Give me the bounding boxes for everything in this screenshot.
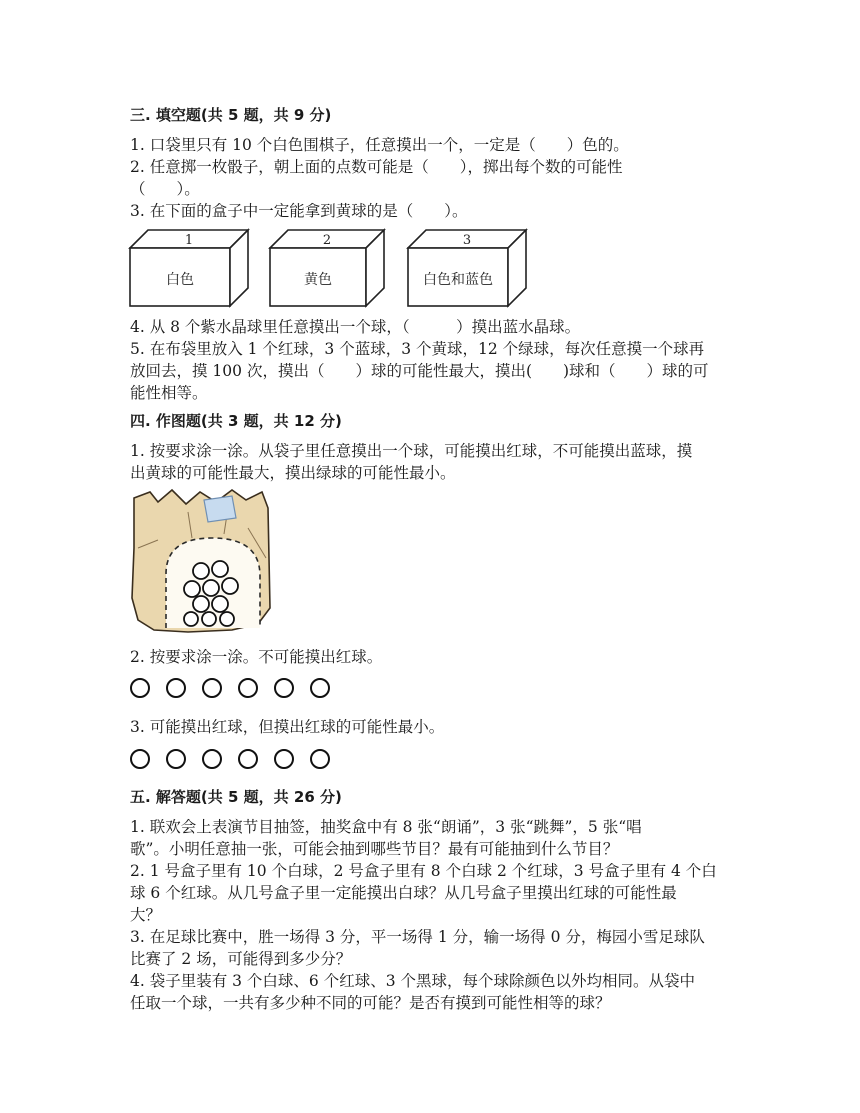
empty-circle <box>310 749 330 769</box>
question-4-1-line1: 1. 按要求涂一涂。从袋子里任意摸出一个球，可能摸出红球，不可能摸出蓝球，摸 <box>130 442 693 460</box>
empty-circle <box>202 749 222 769</box>
question-5-3-line2: 比赛了 2 场，可能得到多少分？ <box>130 950 352 968</box>
question-4-2: 2. 按要求涂一涂。不可能摸出红球。 <box>130 648 383 666</box>
question-5-2-line1: 2. 1 号盒子里有 10 个白球，2 号盒子里有 8 个白球 2 个红球，3 号盒子里有 4 个白 <box>130 862 717 880</box>
question-3-3: 3. 在下面的盒子中一定能拿到黄球的是（ ）。 <box>130 202 468 220</box>
ball <box>193 596 209 612</box>
question-5-3-line1: 3. 在足球比赛中，胜一场得 3 分，平一场得 1 分，输一场得 0 分，梅园小雪足球队 <box>130 928 705 946</box>
question-5-1-line2: 歌”。小明任意抽一张，可能会抽到哪些节目？最有可能抽到什么节目？ <box>130 840 619 858</box>
empty-circle <box>310 678 330 698</box>
box-2-number: 2 <box>322 233 332 248</box>
ball <box>202 612 216 626</box>
question-5-2-line2: 球 6 个红球。从几号盒子里一定能摸出白球？从几号盒子里摸出红球的可能性最 <box>130 884 677 902</box>
question-5-4-line2: 任取一个球，一共有多少种不同的可能？是否有摸到可能性相等的球？ <box>130 994 611 1012</box>
empty-circle <box>130 678 150 698</box>
question-3-2-line1: 2. 任意掷一枚骰子，朝上面的点数可能是（ ），掷出每个数的可能性 <box>130 158 623 176</box>
box-1-label: 白色 <box>166 272 194 288</box>
question-3-4: 4. 从 8 个紫水晶球里任意摸出一个球，（ ）摸出蓝水晶球。 <box>130 318 581 336</box>
empty-circle <box>238 749 258 769</box>
ball <box>220 612 234 626</box>
three-boxes-figure <box>128 226 532 312</box>
question-3-2-line2: （ ）。 <box>130 180 200 198</box>
section-title-fill-in: 三. 填空题(共 5 题，共 9 分) <box>130 106 332 124</box>
ball <box>212 596 228 612</box>
ball <box>222 578 238 594</box>
circle-row-1 <box>130 678 330 698</box>
ball <box>184 581 200 597</box>
empty-circle <box>130 749 150 769</box>
question-4-3: 3. 可能摸出红球，但摸出红球的可能性最小。 <box>130 718 445 736</box>
ball <box>212 561 228 577</box>
question-4-1-line2: 出黄球的可能性最大，摸出绿球的可能性最小。 <box>130 464 456 482</box>
box-2-label: 黄色 <box>304 272 332 288</box>
bag-label <box>204 496 236 522</box>
question-5-4-line1: 4. 袋子里装有 3 个白球、6 个红球、3 个黑球，每个球除颜色以外均相同。从袋中 <box>130 972 696 990</box>
question-3-1: 1. 口袋里只有 10 个白色围棋子，任意摸出一个，一定是（ ）色的。 <box>130 136 629 154</box>
box-3-number: 3 <box>462 233 472 248</box>
ball <box>203 580 219 596</box>
empty-circle <box>238 678 258 698</box>
ball <box>193 563 209 579</box>
ball <box>184 612 198 626</box>
question-3-5-line2: 放回去，摸 100 次，摸出（ ）球的可能性最大，摸出( )球和（ ）球的可 <box>130 362 709 380</box>
question-5-2-line3: 大？ <box>130 906 162 924</box>
box-1-number: 1 <box>184 233 194 248</box>
empty-circle <box>166 678 186 698</box>
section-title-drawing: 四. 作图题(共 3 题，共 12 分) <box>130 412 342 430</box>
empty-circle <box>166 749 186 769</box>
circle-row-2 <box>130 749 330 769</box>
empty-circle <box>274 749 294 769</box>
empty-circle <box>202 678 222 698</box>
box-3-label: 白色和蓝色 <box>423 272 493 288</box>
section-title-answer: 五. 解答题(共 5 题，共 26 分) <box>130 788 342 806</box>
paper-bag-figure <box>128 488 278 636</box>
empty-circle <box>274 678 294 698</box>
question-3-5-line3: 能性相等。 <box>130 384 208 402</box>
question-5-1-line1: 1. 联欢会上表演节目抽签，抽奖盒中有 8 张“朗诵”，3 张“跳舞”，5 张“唱 <box>130 818 642 836</box>
question-3-5-line1: 5. 在布袋里放入 1 个红球，3 个蓝球，3 个黄球，12 个绿球，每次任意摸一个球再 <box>130 340 705 358</box>
